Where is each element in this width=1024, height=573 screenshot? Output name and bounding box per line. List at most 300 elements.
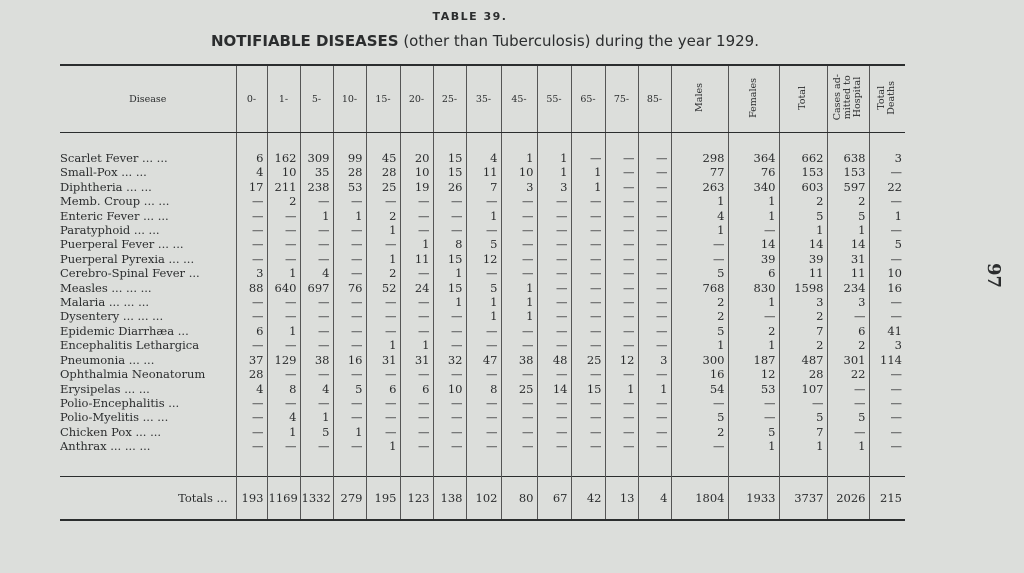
totals-cell: 3737 [779,476,827,520]
table-cell: — [236,425,267,439]
page-number: 97 [982,262,1004,289]
disease-name: Measles ... ... ... [60,280,152,295]
spacer-cell [537,454,571,477]
header-row [60,65,905,133]
table-cell: 3 [638,353,671,367]
table-cell: 1 [571,180,605,194]
table-cell: — [571,237,605,251]
table-cell: 14 [537,382,571,396]
table-cell: — [501,194,537,208]
table-cell: — [501,396,537,410]
spacer-cell [638,454,671,477]
spacer-row [60,454,905,477]
table-cell: — [605,165,638,179]
table-cell: 47 [466,353,501,367]
table-cell: — [366,237,400,251]
table-cell: 4 [267,410,300,424]
table-cell: — [537,295,571,309]
disease-name: Polio-Encephalitis ... [60,395,180,410]
column-header-label: Females [747,77,759,118]
table-cell: 211 [267,180,300,194]
table-cell: 1 [466,209,501,223]
table-cell: 1 [433,295,466,309]
table-cell: — [300,324,333,338]
disease-name: Enteric Fever ... ... [60,208,169,223]
table-cell: — [466,367,501,381]
table-cell: — [333,252,366,266]
table-cell: 1 [300,410,333,424]
table-cell: — [638,324,671,338]
table-cell: — [605,309,638,323]
table-cell: — [501,223,537,237]
table-cell: 1 [466,309,501,323]
table-cell: 1 [869,209,905,223]
table-cell: 11 [400,252,433,266]
table-cell: — [638,252,671,266]
table-cell: 697 [300,281,333,295]
table-cell: — [400,439,433,453]
table-cell: — [869,165,905,179]
column-header [400,65,433,133]
disease-name: Memb. Croup ... ... [60,194,170,209]
table-cell: 15 [433,281,466,295]
table-cell: 3 [537,180,571,194]
table-row [60,223,905,237]
table-row [60,180,905,194]
table-cell: — [400,410,433,424]
table-cell: — [501,439,537,453]
table-cell: — [236,295,267,309]
table-cell: 1 [267,324,300,338]
table-cell: — [537,281,571,295]
table-cell: 22 [827,367,869,381]
table-cell: — [400,266,433,280]
table-cell: — [433,410,466,424]
table-cell: 1 [267,425,300,439]
table-cell: — [638,367,671,381]
table-cell: — [537,266,571,280]
table-cell: 53 [728,382,779,396]
table-cell: — [571,281,605,295]
table-cell: — [400,324,433,338]
table-cell: — [571,324,605,338]
table-cell: — [466,223,501,237]
table-cell: — [433,309,466,323]
table-cell: 26 [433,180,466,194]
table-cell: — [605,367,638,381]
column-header-label: 75- [613,93,630,105]
table-cell: 1 [400,338,433,352]
table-cell: 5 [869,237,905,251]
column-header-label: 85- [646,93,663,105]
table-cell: — [571,309,605,323]
table-cell: — [236,439,267,453]
table-cell: — [827,396,869,410]
table-row [60,194,905,208]
table-cell: — [501,237,537,251]
table-body [60,133,905,477]
column-header-label: 35- [475,93,492,105]
column-header [236,65,267,133]
table-cell: — [671,237,728,251]
table-cell: 1 [779,223,827,237]
table-row [60,133,905,166]
totals-cell: 279 [333,476,366,520]
table-cell: 35 [300,165,333,179]
table-cell: — [433,367,466,381]
table-cell: — [605,180,638,194]
table-cell: 2 [827,338,869,352]
table-cell: 14 [779,237,827,251]
table-cell: — [571,439,605,453]
table-cell: 364 [728,133,779,166]
table-cell: — [300,439,333,453]
table-cell: — [571,410,605,424]
table-cell: — [267,295,300,309]
table-cell: 603 [779,180,827,194]
table-cell: — [400,396,433,410]
table-cell: — [638,425,671,439]
column-header [605,65,638,133]
column-header-label: 15- [375,93,391,105]
disease-name: Paratyphoid ... ... [60,223,160,238]
table-cell: 8 [267,382,300,396]
table-cell: — [605,338,638,352]
table-cell: 1 [728,209,779,223]
table-cell: 37 [236,353,267,367]
spacer-cell [671,454,728,477]
column-header [333,65,366,133]
table-row [60,165,905,179]
column-header [571,65,605,133]
table-cell: 15 [433,252,466,266]
table-cell: — [501,266,537,280]
table-cell: 5 [300,425,333,439]
totals-cell: 215 [869,476,905,520]
table-cell: — [638,266,671,280]
table-cell: 1 [728,194,779,208]
table-cell: — [638,223,671,237]
table-cell: — [728,410,779,424]
table-cell: — [571,266,605,280]
table-cell: 5 [333,382,366,396]
table-cell: 16 [671,367,728,381]
table-cell: — [400,194,433,208]
table-cell: — [571,425,605,439]
table-row [60,237,905,251]
table-cell: — [300,367,333,381]
spacer-cell [433,454,466,477]
table-cell: 301 [827,353,869,367]
table-cell: 39 [779,252,827,266]
table-cell: — [671,252,728,266]
table-cell: 4 [236,165,267,179]
table-cell: — [466,425,501,439]
table-cell: — [236,410,267,424]
table-cell: — [638,396,671,410]
table-cell: 1 [537,133,571,166]
table-cell: 114 [869,353,905,367]
table-cell: — [537,237,571,251]
table-cell: — [869,396,905,410]
column-header-label: 10- [341,93,358,105]
table-cell: 1 [671,338,728,352]
column-header [638,65,671,133]
table-cell: — [638,180,671,194]
table-cell: — [638,194,671,208]
table-cell: — [400,223,433,237]
table-cell: — [638,165,671,179]
column-header [466,65,501,133]
table-cell: — [333,338,366,352]
column-header-label: Males [693,83,705,112]
table-cell: 10 [400,165,433,179]
table-cell: — [571,252,605,266]
table-cell: — [501,410,537,424]
table-cell: 10 [869,266,905,280]
disease-name: Encephalitis Lethargica [60,338,200,353]
table-cell: 22 [869,180,905,194]
table-cell: — [779,396,827,410]
table-cell: 162 [267,133,300,166]
table-cell: 1 [466,295,501,309]
title-bold: NOTIFIABLE DISEASES [211,32,399,50]
table-cell: 3 [501,180,537,194]
table-cell: 15 [433,133,466,166]
table-cell: — [605,324,638,338]
table-cell: — [300,252,333,266]
column-header-label: 25- [441,93,458,105]
column-header-label: 45- [511,93,527,105]
table-cell: — [366,295,400,309]
table-cell: — [869,252,905,266]
totals-cell: 13 [605,476,638,520]
column-header-label: Cases ad- mitted to Hospital [832,74,863,121]
table-row [60,367,905,381]
table-cell: 38 [300,353,333,367]
table-cell: 238 [300,180,333,194]
table-cell: 7 [779,425,827,439]
spacer-cell [300,454,333,477]
table-cell: 31 [827,252,869,266]
table-cell: 17 [236,180,267,194]
table-cell: 2 [671,425,728,439]
table-cell: — [333,223,366,237]
table-row [60,396,905,410]
table-cell: — [433,324,466,338]
table-cell: — [605,439,638,453]
table-cell: — [638,309,671,323]
table-row [60,252,905,266]
table-cell: — [267,252,300,266]
table-cell: — [605,194,638,208]
totals-cell: 123 [400,476,433,520]
table-cell: — [869,194,905,208]
table-cell: 1 [728,295,779,309]
table-cell: — [300,194,333,208]
table-cell: — [501,425,537,439]
table-cell: — [366,194,400,208]
table-cell: 1 [333,209,366,223]
table-cell: — [300,295,333,309]
totals-cell: 102 [466,476,501,520]
table-cell: 15 [571,382,605,396]
totals-cell: 1933 [728,476,779,520]
spacer-cell [333,454,366,477]
table-cell: 263 [671,180,728,194]
column-header-label: Total [797,85,808,110]
table-cell: — [869,410,905,424]
spacer-cell [779,454,827,477]
column-header [671,65,728,133]
table-cell: 25 [571,353,605,367]
table-cell: 5 [671,266,728,280]
column-header-label: 5- [311,93,322,105]
table-row [60,281,905,295]
table-cell: — [537,396,571,410]
disease-name: Anthrax ... ... ... [60,439,151,454]
column-header [779,65,827,133]
table-cell: — [571,209,605,223]
table-cell: — [333,266,366,280]
table-cell: — [605,252,638,266]
table-cell: — [537,425,571,439]
table-cell: 6 [366,382,400,396]
table-cell: 54 [671,382,728,396]
table-cell: 41 [869,324,905,338]
table-cell: 187 [728,353,779,367]
column-header [827,65,869,133]
table-cell: — [671,439,728,453]
table-cell: 487 [779,353,827,367]
table-cell: 88 [236,281,267,295]
table-cell: 2 [728,324,779,338]
table-cell: 2 [671,295,728,309]
table-cell: — [267,309,300,323]
table-cell: — [333,410,366,424]
disease-name: Puerperal Pyrexia ... ... [60,251,195,266]
column-header-label: 65- [580,93,596,105]
column-header [501,65,537,133]
totals-cell: 4 [638,476,671,520]
table-cell: — [571,133,605,166]
table-cell: 20 [400,133,433,166]
totals-cell: 193 [236,476,267,520]
table-cell: — [333,295,366,309]
table-cell: 5 [466,281,501,295]
table-cell: 76 [333,281,366,295]
table-row [60,338,905,352]
spacer-cell [236,454,267,477]
table-cell: — [333,396,366,410]
table-cell: 662 [779,133,827,166]
table-cell: 28 [779,367,827,381]
disease-name: Puerperal Fever ... ... [60,237,184,252]
table-cell: 2 [827,194,869,208]
table-cell: 153 [779,165,827,179]
table-cell: — [827,382,869,396]
table-cell: 1 [571,165,605,179]
table-cell: 1 [366,439,400,453]
table-cell: 31 [400,353,433,367]
table-cell: — [267,209,300,223]
table-cell: — [638,439,671,453]
table-cell: 1 [400,237,433,251]
spacer-cell [267,454,300,477]
table-cell: — [433,396,466,410]
table-cell: 4 [300,266,333,280]
table-cell: — [400,367,433,381]
table-cell: — [605,425,638,439]
table-cell: — [433,425,466,439]
table-cell: 53 [333,180,366,194]
table-cell: 3 [869,133,905,166]
table-cell: — [366,396,400,410]
disease-name: Polio-Myelitis ... ... [60,410,169,425]
disease-name: Ophthalmia Neonatorum [60,367,206,382]
totals-cell: 195 [366,476,400,520]
table-cell: 12 [605,353,638,367]
table-cell: — [300,237,333,251]
table-cell: — [433,223,466,237]
table-cell: — [236,194,267,208]
table-cell: 5 [671,324,728,338]
table-cell: 129 [267,353,300,367]
table-cell: — [869,367,905,381]
table-cell: — [333,237,366,251]
table-cell: — [605,209,638,223]
table-cell: 99 [333,133,366,166]
table-cell: 1 [537,165,571,179]
table-cell: — [671,396,728,410]
table-cell: — [537,324,571,338]
table-cell: 1 [366,338,400,352]
table-cell: 11 [466,165,501,179]
table-cell: — [638,237,671,251]
table-cell: 6 [400,382,433,396]
table-cell: 1 [671,194,728,208]
table-cell: 309 [300,133,333,166]
table-row [60,410,905,424]
table-cell: 76 [728,165,779,179]
totals-cell: 67 [537,476,571,520]
table-cell: 6 [827,324,869,338]
table-cell: 1 [638,382,671,396]
disease-name: Malaria ... ... ... [60,295,150,310]
table-cell: 5 [827,209,869,223]
disease-name: Pneumonia ... ... [60,352,155,367]
table-cell: 5 [671,410,728,424]
table-cell: — [571,338,605,352]
table-cell: — [236,209,267,223]
disease-name: Chicken Pox ... ... [60,424,162,439]
table-cell: — [537,223,571,237]
table-cell: 153 [827,165,869,179]
table-cell: — [300,396,333,410]
table-cell: — [638,281,671,295]
totals-row [60,476,905,520]
table-cell: — [400,425,433,439]
table-cell: — [466,324,501,338]
table-cell: 2 [779,309,827,323]
table-cell: 6 [728,266,779,280]
table-cell: 7 [466,180,501,194]
table-cell: 10 [433,382,466,396]
table-cell: — [728,396,779,410]
table-row [60,295,905,309]
table-label: TABLE 39. [432,10,508,23]
table-cell: — [267,237,300,251]
